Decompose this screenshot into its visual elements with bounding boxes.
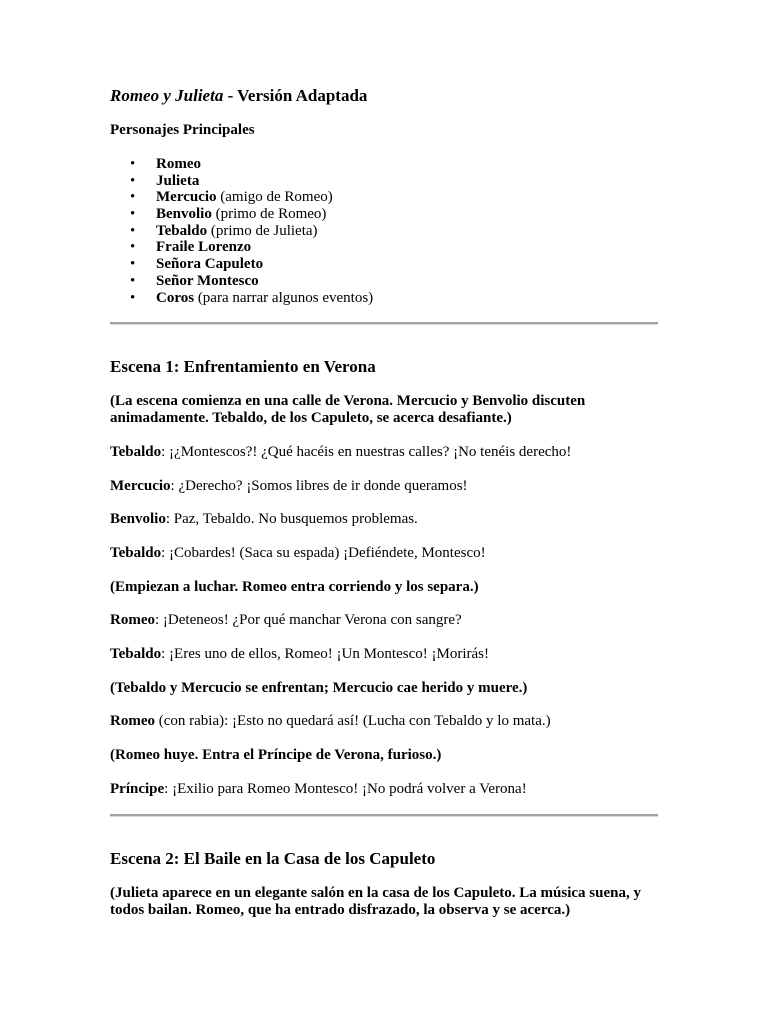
dialogue-text: : ¡Eres uno de ellos, Romeo! ¡Un Montesco! ¡Morirás!: [161, 646, 489, 662]
dialogue-text: : ¡Deteneos! ¿Por qué manchar Verona con sangre?: [155, 612, 462, 628]
title-suffix: - Versión Adaptada: [223, 86, 368, 105]
horizontal-rule: [110, 322, 658, 325]
dialogue-line: [110, 713, 658, 730]
cast-desc: (amigo de Romeo): [216, 189, 333, 206]
dialogue-text: : ¡Cobardes! (Saca su espada) ¡Defiéndete, Montesco!: [161, 545, 486, 561]
dialogue-text: : ¡Exilio para Romeo Montesco! ¡No podrá volver a Verona!: [164, 781, 527, 797]
cast-item: [110, 290, 658, 307]
cast-item: [110, 156, 658, 173]
horizontal-rule: [110, 814, 658, 817]
dialogue-text: : Paz, Tebaldo. No busquemos problemas.: [165, 511, 418, 527]
cast-name: Mercucio: [156, 189, 217, 206]
cast-name: Coros: [156, 289, 195, 306]
dialogue-text: : ¡¿Montescos?! ¿Qué hacéis en nuestras calles? ¡No tenéis derecho!: [161, 444, 572, 460]
cast-name: Señora Capuleto: [156, 256, 264, 273]
dialogue-line: [110, 478, 658, 495]
stage-direction: (Tebaldo y Mercucio se enfrentan; Mercucio cae herido y muere.): [110, 680, 528, 696]
cast-item: [110, 223, 658, 240]
cast-name: Benvolio: [156, 206, 212, 223]
dialogue-line: [110, 545, 658, 562]
speaker-name: Príncipe: [110, 781, 165, 797]
cast-item: [110, 239, 658, 256]
scene2-heading: Escena 2: El Baile en la Casa de los Capuleto: [110, 849, 436, 868]
cast-item: [110, 189, 658, 206]
cast-list: [110, 156, 658, 306]
cast-item: [110, 206, 658, 223]
stage-direction: (Empiezan a luchar. Romeo entra corriendo y los separa.): [110, 579, 479, 595]
stage-direction: (La escena comienza en una calle de Verona. Mercucio y Benvolio discuten animadamente. Tebaldo, de los Capuleto, se acerca desafiante.): [110, 393, 586, 426]
scene1-heading: Escena 1: Enfrentamiento en Verona: [110, 357, 376, 376]
cast-name: Romeo: [156, 156, 201, 172]
dialogue-line: [110, 444, 658, 461]
cast-item: [110, 256, 658, 273]
play-title: Romeo y Julieta: [110, 86, 224, 105]
cast-name: Tebaldo: [156, 222, 208, 239]
cast-desc: (para narrar algunos eventos): [194, 289, 374, 306]
speaker-name: Mercucio: [110, 478, 171, 494]
dialogue-line: [110, 511, 658, 528]
stage-direction: (Julieta aparece en un elegante salón en la casa de los Capuleto. La música suena, y todos bailan. Romeo, que ha entrado disfrazado, la observa y se acerca.): [110, 885, 641, 918]
document-title: [110, 86, 658, 106]
speaker-name: Tebaldo: [110, 444, 162, 460]
cast-desc: (primo de Julieta): [207, 222, 318, 239]
dialogue-text: (con rabia): ¡Esto no quedará así! (Lucha con Tebaldo y lo mata.): [155, 713, 551, 729]
speaker-name: Tebaldo: [110, 646, 162, 662]
cast-item: [110, 273, 658, 290]
speaker-name: Tebaldo: [110, 545, 162, 561]
cast-name: Julieta: [156, 172, 200, 189]
speaker-name: Romeo: [110, 612, 155, 628]
cast-name: Señor Montesco: [156, 272, 259, 289]
dialogue-text: : ¿Derecho? ¡Somos libres de ir donde queramos!: [170, 478, 468, 494]
stage-direction: (Romeo huye. Entra el Príncipe de Verona, furioso.): [110, 747, 442, 763]
speaker-name: Romeo: [110, 713, 155, 729]
dialogue-line: [110, 612, 658, 629]
cast-heading: Personajes Principales: [110, 122, 255, 138]
dialogue-line: [110, 781, 658, 798]
cast-desc: (primo de Romeo): [211, 206, 327, 223]
cast-item: [110, 173, 658, 190]
speaker-name: Benvolio: [110, 511, 166, 527]
dialogue-line: [110, 646, 658, 663]
cast-name: Fraile Lorenzo: [156, 239, 252, 256]
